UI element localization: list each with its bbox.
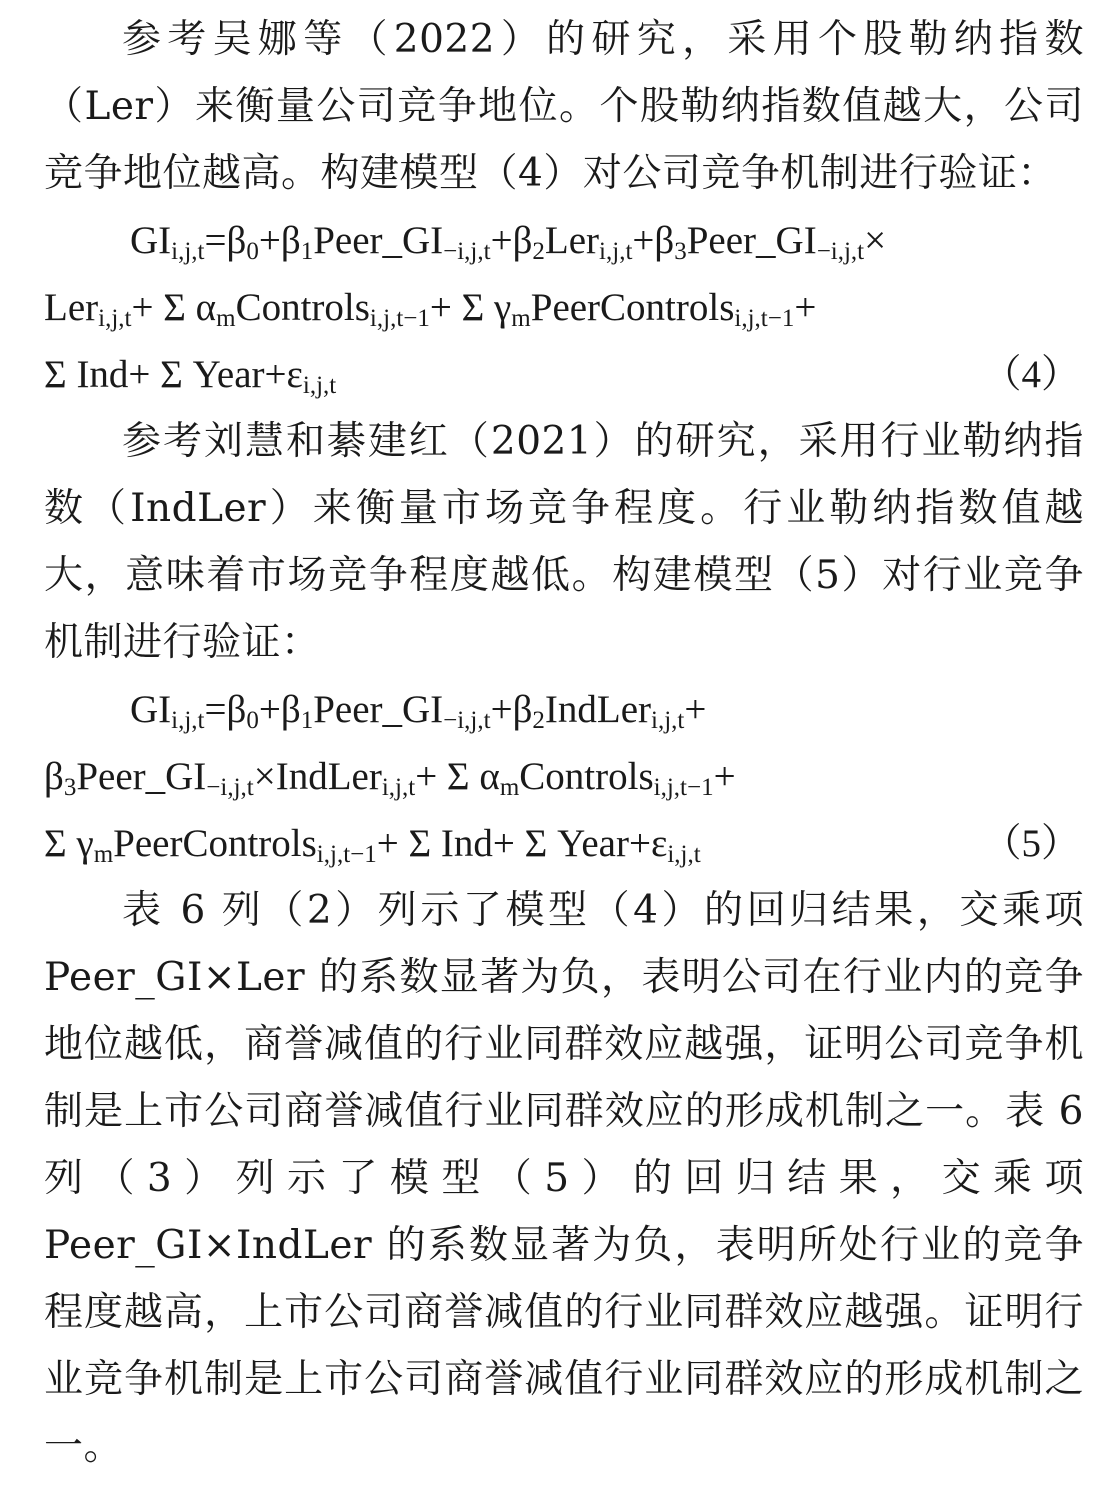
equation-4-number: （4） — [982, 353, 1080, 396]
equation-5-number: （5） — [982, 822, 1080, 865]
paragraph-2: 参考刘慧和綦建红（2021）的研究，采用行业勒纳指数（IndLer）来衡量市场竞争程度。行业勒纳指数值越大，意味着市场竞争程度越低。构建模型（5）对行业竞争机制进行验证： — [44, 419, 1084, 665]
article-body — [44, 6, 1084, 1480]
equation-5 — [44, 676, 1084, 877]
equation-4-line-3: Σ Ind+ Σ $Year+\varepsilon_{i,j,t}$ — [44, 353, 337, 399]
equation-4 — [44, 207, 1084, 408]
paragraph-1: 参考吴娜等（2022）的研究，采用个股勒纳指数（Ler）来衡量公司竞争地位。个股勒纳指数值越大，公司竞争地位越高。构建模型（4）对公司竞争机制进行验证： — [44, 17, 1084, 196]
paragraph-3: 表 6 列（2）列示了模型（4）的回归结果，交乘项 Peer_GI×Ler 的系数显著为负，表明公司在行业内的竞争地位越低，商誉减值的行业同群效应越强，证明公司竞争机制是上市公司商誉减值行业同群效应的形成机制之一。表 6 列（3）列示了模型（5）的回归结果，交乘项 Peer_GI×IndLer 的系数显著为负，表明所处行业的竞争程度越高，上市公司商誉减值的行业同群效应越强。证明行业竞争机制是上市公司商誉减值行业同群效应的形成机制之一。 — [44, 888, 1084, 1469]
equation-5-line-3: Σ $\gamma_mPeerControls_{i,j,t-1}+ \Sigma$ Ind+ Σ $Year+\varepsilon_{i,j,t}$ — [44, 822, 701, 868]
equation-4-line-1: $GI_{i,j,t}=\beta_0+\beta_1Peer\_GI_{-i,j,t}+\beta_2Ler_{i,j,t}+\beta_3Peer\_GI_{-i,j,t}\times$ — [130, 219, 887, 265]
equation-5-line-2: $\beta_3Peer\_GI_{-i,j,t}\times IndLer_{i,j,t}+ \Sigma$ $\alpha_mControls_{i,j,t-1}+$ — [44, 755, 736, 801]
equation-4-line-2: Ler$_{i,j,t}$+ Σ $\alpha_mControls_{i,j,t-1}+ \Sigma$ $\gamma_mPeerControls_{i,j,t-1}+$ — [44, 286, 817, 332]
equation-5-line-1: $GI_{i,j,t}=\beta_0+\beta_1Peer\_GI_{-i,j,t}+\beta_2IndLer_{i,j,t}+$ — [130, 688, 707, 734]
